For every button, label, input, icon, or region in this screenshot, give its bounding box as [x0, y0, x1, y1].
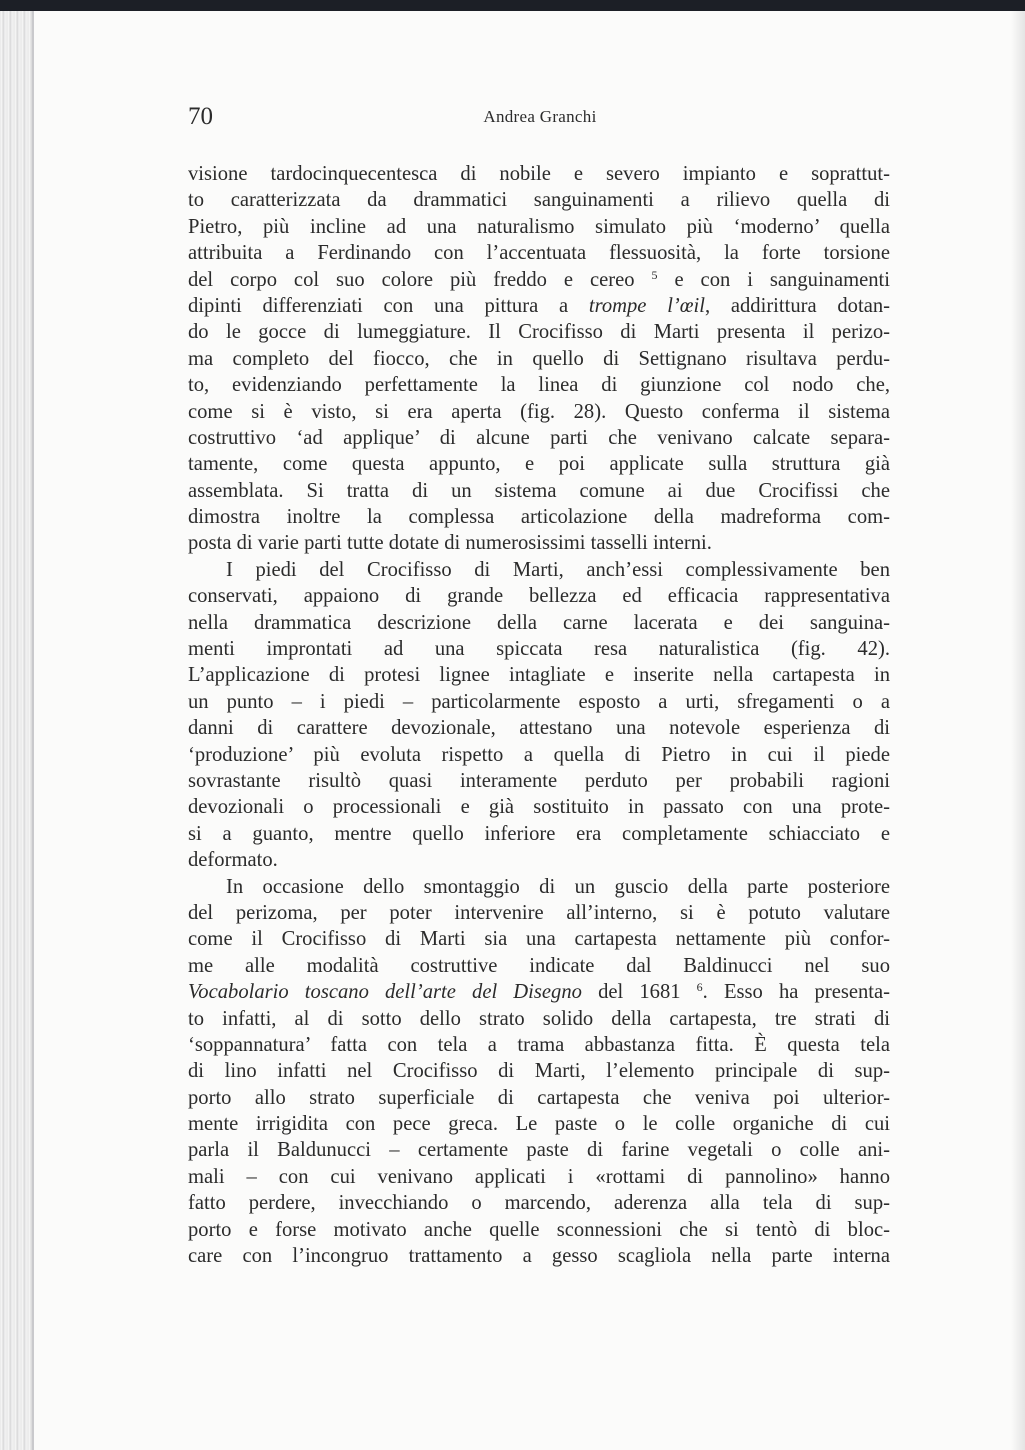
text-line: di lino infatti nel Crocifisso di Marti, l’elemento principale di sup- — [188, 1060, 890, 1083]
text-line: ‘soppannatura’ fatta con tela a trama abbastanza fitta. È questa tela — [188, 1033, 890, 1056]
text-line: si a guanto, mentre quello inferiore era completamente schiacciato e — [188, 822, 890, 845]
text-line: un punto – i piedi – particolarmente esposto a urti, sfregamenti o a — [188, 690, 890, 713]
text-line: attribuita a Ferdinando con l’accentuata flessuosità, la forte torsione — [188, 242, 890, 265]
text-line: to caratterizzata da drammatici sanguinamenti a rilievo quella di — [188, 189, 890, 212]
text-line: sovrastante risultò quasi interamente perduto per probabili ragioni — [188, 769, 890, 792]
running-head-author: Andrea Granchi — [483, 107, 597, 126]
text-line: parla il Baldunucci – certamente paste di farine vegetali o colle ani- — [188, 1139, 890, 1162]
text-segment: dipinti differenziati con una pittura a — [188, 294, 589, 317]
text-line: I piedi del Crocifisso di Marti, anch’essi complessivamente ben — [226, 558, 890, 581]
scan-top-border — [0, 0, 1025, 11]
text-line: me alle modalità costruttive indicate dal Baldinucci nel suo — [188, 954, 890, 977]
text-line: menti improntati ad una spiccata resa naturalistica (fig. 42). — [188, 638, 890, 661]
text-line: deformato. — [188, 849, 278, 872]
text-line: devozionali o processionali e già sostituito in passato con una prote- — [188, 796, 890, 819]
text-line: to infatti, al di sotto dello strato solido della cartapesta, tre strati di — [188, 1007, 890, 1030]
text-line: assemblata. Si tratta di un sistema comune ai due Crocifissi che — [188, 479, 890, 502]
text-line: fatto perdere, invecchiando o marcendo, aderenza alla tela di sup- — [188, 1192, 890, 1215]
text-line: mali – con cui venivano applicati i «rottami di pannolino» hanno — [188, 1165, 890, 1188]
text-line — [188, 293, 890, 319]
paragraph — [188, 161, 890, 557]
text-line: danni di carattere devozionale, attestano una notevole esperienza di — [188, 717, 890, 740]
book-gutter-shadow — [1011, 11, 1025, 1450]
text-segment: , addirittura dotan- — [704, 294, 890, 317]
text-line: Pietro, più incline ad una naturalismo simulato più ‘moderno’ quella — [188, 215, 890, 238]
page-number: 70 — [188, 103, 213, 130]
text-line: In occasione dello smontaggio di un guscio della parte posteriore — [226, 875, 890, 898]
text-line: conservati, appaiono di grande bellezza ed efficacia rappresentativa — [188, 585, 890, 608]
text-line: come il Crocifisso di Marti sia una cartapesta nettamente più confor- — [188, 928, 890, 951]
text-segment: e con i sanguinamenti — [657, 268, 890, 291]
text-line: do le gocce di lumeggiature. Il Crocifisso di Marti presenta il perizo- — [188, 321, 890, 344]
text-line — [188, 267, 890, 293]
text-line: ma completo del fiocco, che in quello di Settignano risultava perdu- — [188, 347, 890, 370]
text-line: mente irrigidita con pece greca. Le paste o le colle organiche di cui — [188, 1113, 890, 1136]
text-line: dimostra inoltre la complessa articolazione della madreforma com- — [188, 506, 890, 529]
italic-title: trompe l’œil — [588, 294, 705, 317]
paragraph — [188, 557, 890, 874]
italic-title: Vocabolario toscano dell’arte del Disegno — [188, 981, 582, 1004]
text-line: L’applicazione di protesi lignee intagliate e inserite nella cartapesta in — [188, 664, 890, 687]
text-segment: del corpo col suo colore più freddo e cereo — [188, 268, 652, 291]
footnote-ref: 6 — [696, 980, 703, 995]
text-line: tamente, come questa appunto, e poi applicate sulla struttura già — [188, 453, 890, 476]
text-line — [188, 979, 890, 1005]
text-line: nella drammatica descrizione della carne lacerata e dei sanguina- — [188, 611, 890, 634]
text-line: costruttivo ‘ad applique’ di alcune parti che venivano calcate separa- — [188, 426, 890, 449]
text-line: porto allo strato superficiale di cartapesta che veniva poi ulterior- — [188, 1086, 890, 1109]
text-segment: . Esso ha presenta- — [702, 981, 890, 1004]
text-line: posta di varie parti tutte dotate di numerosissimi tasselli interni. — [188, 532, 712, 555]
text-line: ‘produzione’ più evoluta rispetto a quella di Pietro in cui il piede — [188, 743, 890, 766]
text-line: del perizoma, per poter intervenire all’interno, si è potuto valutare — [188, 901, 890, 924]
text-line: visione tardocinquecentesca di nobile e severo impianto e soprattut- — [188, 163, 890, 185]
text-line: porto e forse motivato anche quelle sconnessioni che si tentò di bloc- — [188, 1218, 890, 1241]
text-line: care con l’incongruo trattamento a gesso scagliola nella parte interna — [188, 1245, 890, 1268]
text-line: come si è visto, si era aperta (fig. 28). Questo conferma il sistema — [188, 400, 890, 423]
paragraph — [188, 874, 890, 1270]
body-text — [188, 161, 890, 1269]
text-line: to, evidenziando perfettamente la linea di giunzione col nodo che, — [188, 374, 890, 397]
text-segment: del 1681 — [581, 981, 697, 1004]
footnote-ref: 5 — [651, 267, 658, 282]
book-page-edges — [0, 11, 34, 1450]
